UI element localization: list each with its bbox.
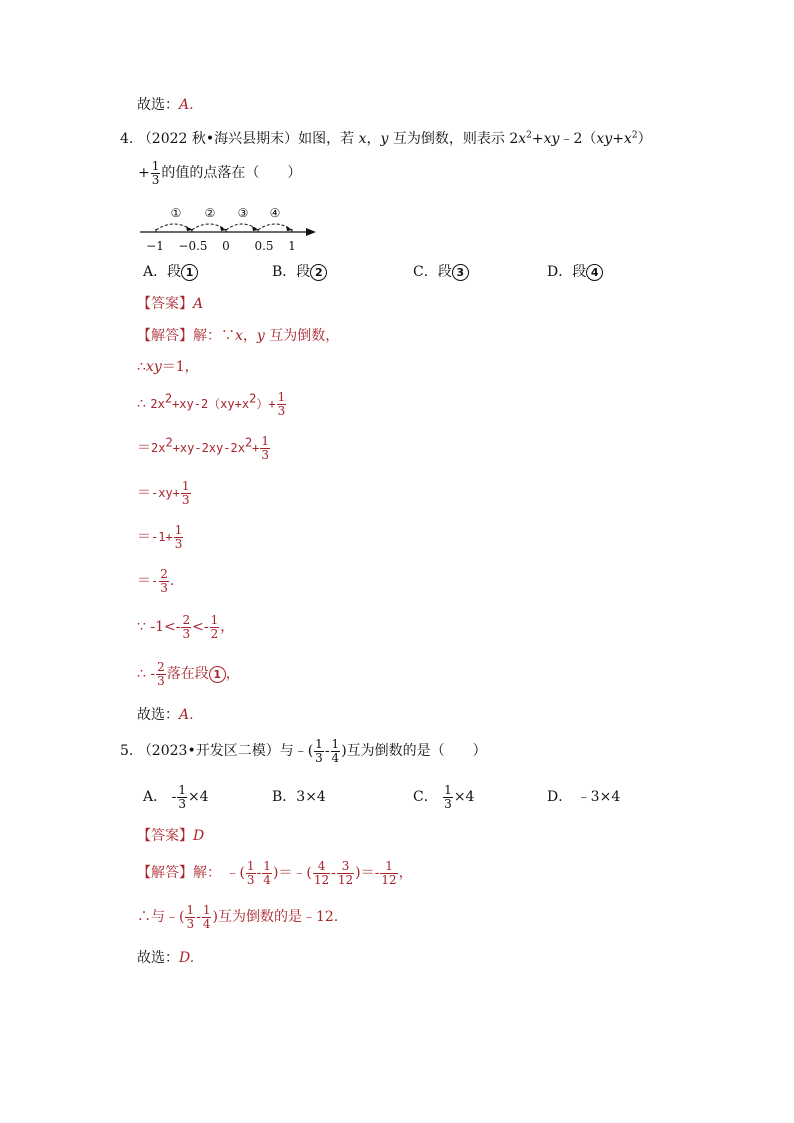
option-letter: D． [547, 264, 573, 280]
q4-step-1 [137, 357, 199, 377]
answer-value: A [193, 296, 204, 312]
final-answer: A. [179, 97, 194, 113]
fraction [260, 435, 270, 462]
exponent: 2 [165, 435, 173, 450]
question-number: 4. [120, 131, 134, 147]
numerator: 1 [246, 858, 255, 873]
equals: ＝ [137, 529, 151, 545]
fraction [151, 160, 161, 187]
numerator: 2 [182, 612, 191, 627]
comma: ， [398, 865, 413, 881]
exponent: 2 [249, 391, 257, 406]
minus: - [324, 743, 330, 759]
analysis-text: 解：∵ [193, 328, 235, 344]
sep: ， [242, 328, 257, 344]
circled-number: 1 [209, 666, 226, 683]
expr: -1< [150, 619, 176, 635]
answer-tag: 【答案】 [137, 296, 193, 312]
plus: + [138, 165, 150, 181]
expr: x [623, 131, 632, 147]
q5-final-line [137, 948, 194, 968]
option-letter: D． [547, 789, 573, 805]
denominator: 3 [277, 403, 286, 418]
fraction [313, 860, 330, 887]
option-letter: C． [413, 789, 438, 805]
stem-text: 与﹣( [279, 743, 314, 759]
option-d[interactable] [547, 787, 620, 807]
stem-text: )互为倒数的是（ ） [341, 743, 487, 759]
final-prefix: 故选： [137, 950, 179, 966]
fraction [156, 661, 166, 688]
fraction [337, 860, 354, 887]
fraction [246, 860, 256, 887]
final-prefix: 故选： [137, 97, 179, 113]
option-text: - [171, 789, 177, 805]
period: . [169, 573, 175, 589]
expr: 2x [151, 441, 166, 455]
option-c[interactable] [413, 262, 469, 282]
option-b[interactable] [272, 787, 326, 807]
analysis-tag: 【解答】 [137, 328, 193, 344]
option-b[interactable] [272, 262, 327, 282]
q4-stem-line2 [138, 159, 301, 187]
exponent: 2 [631, 130, 638, 141]
expr: ）+ [256, 397, 276, 411]
equals: ＝ [137, 440, 151, 456]
q5-conclusion-line [137, 901, 338, 933]
option-letter: A． [143, 264, 168, 280]
q4-step-4 [137, 478, 192, 508]
circled-number: 2 [310, 264, 327, 281]
expr: )互为倒数的是﹣12. [212, 909, 339, 925]
stem-text: 的值的点落在（ ） [161, 165, 302, 181]
option-d[interactable] [547, 262, 603, 282]
analysis-text: 落在段 [166, 666, 209, 682]
question-source: （2023•开发区二模） [137, 743, 280, 759]
stem-text: 互为倒数，则表示 [392, 131, 505, 147]
denominator: 4 [331, 750, 340, 765]
option-letter: B． [272, 789, 297, 805]
equals: ＝ [137, 573, 151, 589]
denominator: 3 [181, 492, 190, 507]
expr: 2 [509, 131, 519, 147]
expr: ∴与﹣( [137, 909, 185, 925]
option-c[interactable] [413, 781, 474, 813]
var-y: y [256, 328, 265, 344]
numerator: 1 [174, 522, 183, 537]
minus: - [256, 865, 262, 881]
circled-number: 3 [452, 264, 469, 281]
denominator: 12 [313, 872, 330, 887]
q4-step-8 [137, 659, 240, 689]
arc-arrow-icon [286, 226, 292, 231]
numerator: 1 [178, 782, 186, 797]
answer-value: D [193, 828, 205, 844]
option-text: 段 [167, 264, 182, 280]
therefore-symbol: ∴ [137, 359, 146, 375]
fraction [185, 904, 195, 931]
numerator: 1 [151, 158, 160, 173]
fraction [159, 568, 169, 595]
minus: - [196, 909, 201, 925]
numerator: 1 [277, 389, 286, 404]
denominator: 12 [381, 872, 397, 887]
numerator: 1 [181, 478, 190, 493]
arc-arrow-icon [220, 226, 226, 231]
fraction [262, 860, 272, 887]
segment-label: ④ [269, 206, 281, 220]
numerator: 1 [315, 736, 323, 751]
analysis-text: 解： [193, 865, 221, 881]
expr: 2x [150, 397, 165, 411]
option-text: 3×4 [296, 789, 326, 805]
expr: + [612, 131, 624, 147]
analysis-text: 互为倒数， [269, 328, 340, 344]
expr: - [151, 574, 159, 588]
circled-number: 1 [181, 264, 198, 281]
option-a[interactable] [143, 781, 209, 813]
fraction [181, 480, 191, 507]
numerator: 1 [380, 860, 397, 874]
q3-final-line [137, 95, 194, 115]
numerator: 1 [186, 902, 195, 917]
q5-stem-line [120, 735, 487, 767]
q4-step-6 [137, 566, 174, 596]
var-y: y [380, 131, 389, 147]
denominator: 12 [337, 872, 354, 887]
numerator: 1 [331, 736, 340, 751]
tick-label: −0.5 [178, 239, 208, 253]
option-text: ×4 [453, 789, 475, 805]
option-letter: C． [413, 264, 438, 280]
fraction [210, 614, 220, 641]
expr: )＝﹣( [272, 865, 312, 881]
circled-number: 4 [586, 264, 603, 281]
expr: x [518, 131, 527, 147]
q4-analysis-line [137, 326, 339, 346]
denominator: 3 [174, 536, 183, 551]
expr: ﹣( [225, 865, 245, 881]
option-text: ×4 [187, 789, 209, 805]
comma: ， [225, 666, 240, 682]
q5-answer-line [137, 826, 204, 846]
arc-arrow-icon [186, 226, 192, 231]
number-line-figure [136, 198, 326, 256]
arc-arrow-icon [252, 226, 258, 231]
tick-label: −1 [146, 239, 164, 253]
equals: ＝ [137, 485, 151, 501]
question-number: 5. [120, 743, 134, 759]
numerator: 1 [261, 433, 270, 448]
option-text: ﹣3×4 [576, 789, 621, 805]
tick-label: 0.5 [254, 239, 274, 253]
q4-answer-line [137, 294, 203, 314]
expr: ＝1， [161, 359, 199, 375]
denominator: 3 [182, 626, 191, 641]
fraction [277, 391, 287, 418]
var-x: x [358, 131, 367, 147]
segment-label: ③ [237, 206, 249, 220]
final-answer: A. [179, 707, 194, 723]
q4-step-5 [137, 522, 184, 552]
expr: ） [637, 131, 652, 147]
tick-label: 0 [222, 239, 230, 253]
q4-final-line [137, 705, 194, 725]
expr: +xy-2（xy+x [172, 397, 250, 411]
denominator: 4 [202, 916, 211, 931]
option-letter: A． [143, 789, 168, 805]
q4-step-7 [137, 612, 234, 642]
comma: ， [220, 619, 235, 635]
expr: ﹣2（ [559, 131, 597, 147]
expr: -1+ [151, 530, 173, 544]
numerator: 1 [202, 902, 211, 917]
answer-tag: 【答案】 [137, 828, 193, 844]
numerator: 1 [444, 782, 452, 797]
exponent: 2 [526, 130, 532, 141]
expr: < [192, 619, 204, 635]
segment-label: ① [170, 206, 182, 220]
denominator: 4 [263, 872, 271, 887]
arrow-head-icon [306, 228, 316, 236]
exponent: 2 [244, 435, 253, 450]
denominator: 3 [444, 796, 452, 811]
option-letter: B． [272, 264, 297, 280]
numerator: 2 [157, 659, 165, 674]
tick-label: 1 [288, 239, 296, 253]
denominator: 3 [261, 447, 270, 462]
q4-stem-line1 [120, 129, 652, 149]
fraction [181, 614, 191, 641]
denominator: 3 [246, 872, 255, 887]
denominator: 3 [186, 916, 195, 931]
analysis-tag: 【解答】 [137, 865, 193, 881]
q5-analysis-line [137, 857, 413, 889]
sep: ， [366, 131, 381, 147]
option-text: 段 [296, 264, 311, 280]
fraction [331, 738, 341, 765]
denominator: 3 [151, 172, 160, 187]
expr: -xy+ [151, 486, 180, 500]
segment-label: ② [204, 206, 216, 220]
denominator: 3 [157, 673, 165, 688]
option-a[interactable] [143, 262, 198, 282]
expr: xy [145, 359, 162, 375]
option-text: 段 [572, 264, 587, 280]
final-answer: D. [179, 950, 195, 966]
expr: + [531, 131, 544, 147]
final-prefix: 故选： [137, 707, 179, 723]
fraction [314, 738, 324, 765]
expr: - [203, 619, 209, 635]
therefore-symbol: ∴ [137, 396, 146, 412]
denominator: 2 [210, 626, 219, 641]
expr: + [252, 441, 260, 455]
because-symbol: ∵ [137, 619, 146, 635]
expr: xy [543, 131, 560, 147]
q4-step-3 [137, 433, 271, 463]
numerator: 1 [210, 612, 219, 627]
option-text: 段 [437, 264, 452, 280]
denominator: 3 [160, 580, 168, 595]
denominator: 3 [315, 750, 323, 765]
minus: - [331, 865, 336, 881]
numerator: 1 [263, 858, 271, 873]
denominator: 3 [178, 796, 186, 811]
fraction [380, 860, 397, 887]
fraction [202, 904, 212, 931]
question-source: （2022 秋•海兴县期末） [137, 131, 299, 147]
var-x: x [235, 328, 243, 344]
expr: - [150, 666, 156, 682]
fraction [177, 784, 187, 811]
q4-step-2 [137, 389, 287, 419]
stem-text: 如图，若 [298, 131, 355, 147]
numerator: 3 [337, 860, 354, 874]
fraction [443, 784, 453, 811]
exponent: 2 [164, 391, 173, 406]
expr: - [175, 619, 181, 635]
expr: +xy-2xy-2x [172, 441, 245, 455]
expr: xy [596, 131, 613, 147]
expr: )＝- [355, 865, 380, 881]
therefore-symbol: ∴ [137, 666, 146, 682]
numerator: 2 [160, 566, 168, 581]
fraction [174, 524, 184, 551]
numerator: 4 [313, 860, 330, 874]
